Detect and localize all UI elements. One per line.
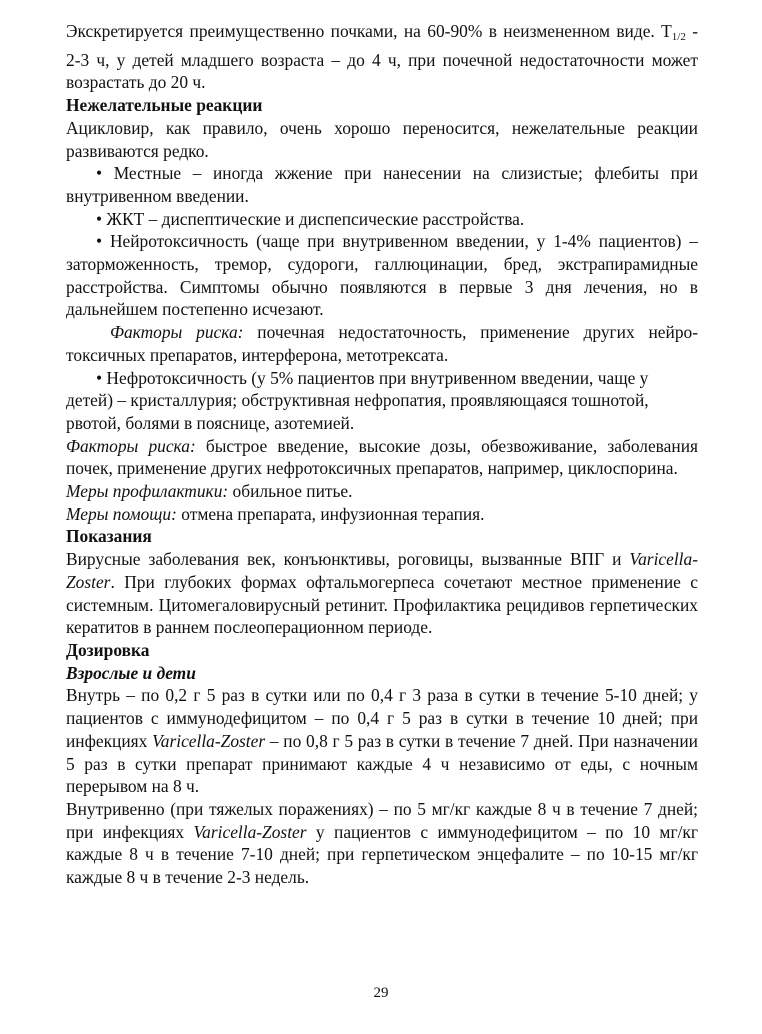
dosage-oral: Внутрь – по 0,2 г 5 раз в сутки или по 0,4 г 3 раза в сутки в течение 5-10 дней; у пациентов с иммунодефицитом – по 0,4 г 5 раз в сутки в течение 10 дней; при инфекциях Varicella-Zoster – по 0,8 г 5 раз в сутки в течение 7 дней. При назначении 5 раз в сутки препарат принимают каждые 4 ч независимо от еды, с ночным перерывом на 8 ч. — [66, 685, 698, 797]
tolerance-paragraph: Ацикловир, как правило, очень хорошо переносится, нежелательные реакции развиваются редко. — [66, 117, 698, 161]
virus-name: Varicella-Zoster — [66, 549, 698, 592]
dosage-intravenous: Внутривенно (при тяжелых поражениях) – по 5 мг/кг каждые 8 ч в течение 7 дней; при инфекциях Varicella-Zoster у пациентов с иммунодефицитом – по 10 мг/кг каждые 8 ч в течение 7-10 дней; при герпетическом энцефалите – по 10-15 мг/кг каждые 8 ч в течение 2-3 недель. — [66, 798, 698, 888]
risk-factors-label: Факторы риска: — [110, 322, 244, 343]
half-life-subscript: 1/2 — [671, 31, 686, 43]
virus-name: Varicella-Zoster — [152, 730, 266, 751]
bullet-nephrotoxicity: • Нефротоксичность (у 5% пациентов при внутривенном введении, чаще у детей) – кристаллурия; обструктивная нефропатия, проявляющаяся тошнотой, рвотой, болями в пояснице, азотемией. — [66, 367, 649, 433]
heading-dosage: Дозировка — [66, 639, 150, 660]
prevention-label: Меры профилактики: — [66, 481, 229, 502]
risk-factors-label: Факторы риска: — [66, 435, 196, 456]
help-measures: Меры помощи: отмена препарата, инфузионная терапия. — [66, 503, 485, 524]
page-number: 29 — [373, 985, 389, 1001]
heading-adverse-reactions: Нежелательные реакции — [66, 95, 263, 116]
virus-name: Varicella-Zoster — [193, 821, 307, 842]
risk-factors-nephro: Факторы риска: быстрое введение, высокие дозы, обезвоживание, заболевания почек, применение других нефротоксичных препаратов, например, циклоспорина. — [66, 435, 698, 479]
risk-factors-neuro: Факторы риска: почечная недостаточность, применение других нейро-токсичных препаратов, интерферона, метотрексата. — [66, 322, 698, 365]
bullet-gi: • ЖКТ – диспептические и диспепсические расстройства. — [96, 208, 525, 229]
indications-paragraph: Вирусные заболевания век, конъюнктивы, роговицы, вызванные ВПГ и Varicella-Zoster. При глубоких формах офтальмогерпеса сочетают местное применение с системным. Цитомегаловирусный ретинит. Профилактика рецидивов герпетических кератитов в раннем послеоперационном периоде. — [66, 549, 698, 638]
bullet-local: • Местные – иногда жжение при нанесении на слизистые; флебиты при внутривенном введении. — [66, 163, 698, 206]
bullet-neurotoxicity: • Нейротоксичность (чаще при внутривенном введении, у 1-4% пациентов) – заторможенность, тремор, судороги, галлюцинации, бред, экстрапирамидные расстройства. Симптомы обычно появляются в первые 3 дня лечения, но в дальнейшем постепенно исчезают. — [66, 231, 698, 320]
subheading-adults-children: Взрослые и дети — [66, 662, 196, 683]
page-content — [66, 20, 698, 889]
help-label: Меры помощи: — [66, 503, 177, 524]
prevention-measures: Меры профилактики: обильное питье. — [66, 481, 353, 502]
heading-indications: Показания — [66, 526, 152, 547]
excretion-paragraph: Экскретируется преимущественно почками, на 60-90% в неизмененном виде. $T_{1/2} - 2-3$ ч, у детей младшего возраста – до 4 ч, при почечной недостаточности может возрастать до 20 ч. — [66, 21, 699, 93]
